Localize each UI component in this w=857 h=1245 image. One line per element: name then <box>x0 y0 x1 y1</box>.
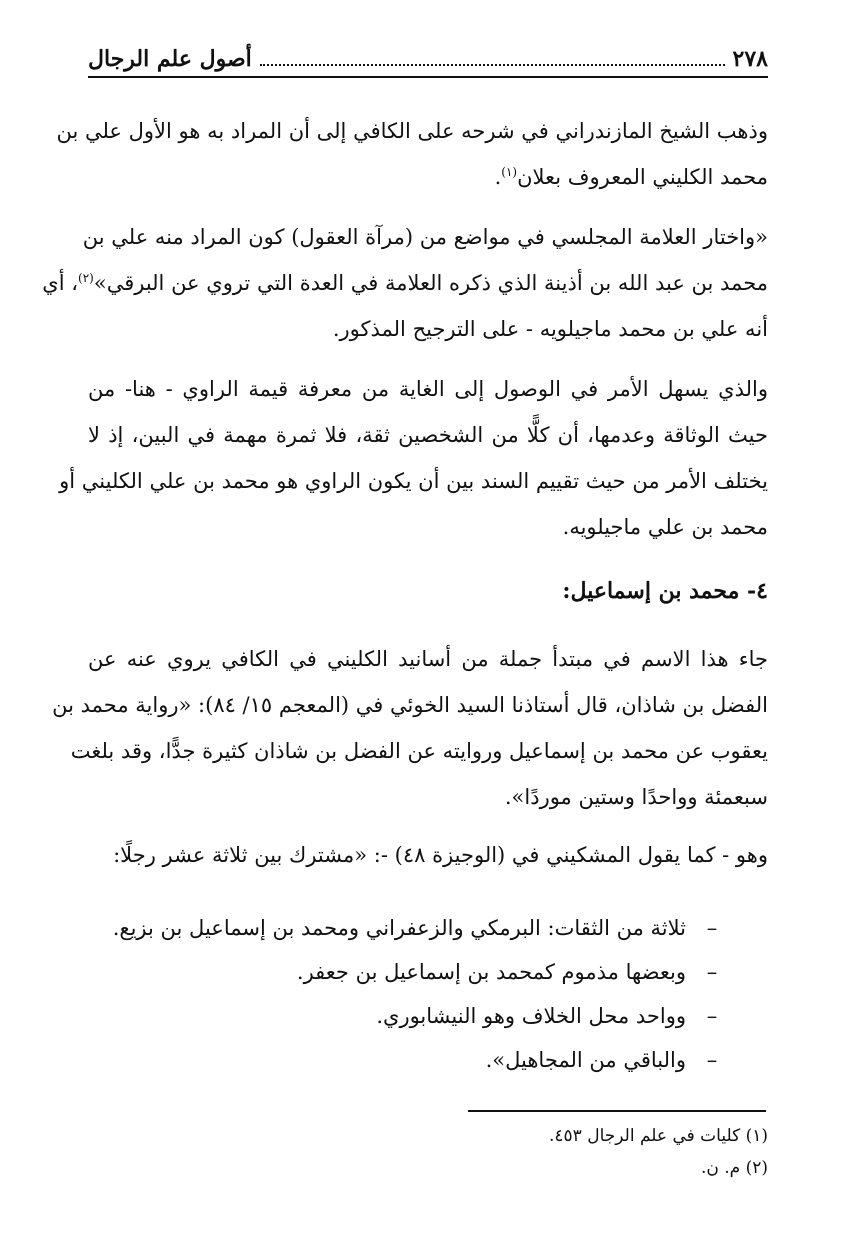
footnote-1: (١) كليات في علم الرجال ٤٥٣. <box>549 1126 768 1146</box>
dash-icon: – <box>706 1048 718 1072</box>
paragraph-line: محمد بن عبد الله بن أذينة الذي ذكره العلامة في العدة التي تروي عن البرقي»$^{(٢)}$، أي <box>42 271 768 295</box>
running-title: أصول علم الرجال <box>88 46 252 72</box>
paragraph-line: «واختار العلامة المجلسي في مواضع من (مرآة العقول) كون المراد منه علي بن <box>82 225 768 249</box>
list-item-text: وواحد محل الخلاف وهو النيشابوري. <box>376 1004 686 1028</box>
list-item-text: وبعضها مذموم كمحمد بن إسماعيل بن جعفر. <box>296 960 686 984</box>
list-item-text: ثلاثة من الثقات: البرمكي والزعفراني ومحمد بن إسماعيل بن بزيع. <box>112 916 686 940</box>
paragraph-line: والذي يسهل الأمر في الوصول إلى الغاية من معرفة قيمة الراوي - هنا- من <box>88 377 768 401</box>
list-item <box>88 994 768 1038</box>
paragraph-5 <box>88 832 768 878</box>
dash-icon: – <box>706 916 718 940</box>
footnote-ref-2[interactable]: (٢) <box>78 271 94 285</box>
bullet-list <box>88 906 768 1082</box>
dash-icon: – <box>706 1004 718 1028</box>
list-item <box>88 1038 768 1082</box>
paragraph-line: محمد بن علي ماجيلويه. <box>562 515 768 539</box>
list-item-text: والباقي من المجاهيل». <box>485 1048 686 1072</box>
paragraph-line: وذهب الشيخ المازندراني في شرحه على الكافي إلى أن المراد به هو الأول علي بن <box>56 119 768 143</box>
list-item <box>88 950 768 994</box>
paragraph-line: محمد الكليني المعروف بعلان$^{(١)}$. <box>494 165 768 189</box>
paragraph-4 <box>52 636 768 820</box>
running-header <box>88 40 768 78</box>
page-number: ٢٧٨ <box>732 46 768 72</box>
header-dot-leader <box>260 64 725 66</box>
section-heading: ٤- محمد بن إسماعيل: <box>562 578 768 604</box>
paragraph-line: جاء هذا الاسم في مبتدأ جملة من أسانيد الكليني في الكافي يروي عنه عن <box>88 647 768 671</box>
paragraph-3 <box>59 366 768 550</box>
footnote-ref-1[interactable]: (١) <box>501 165 518 179</box>
paragraph-line: وهو - كما يقول المشكيني في (الوجيزة ٤٨) -: «مشترك بين ثلاثة عشر رجلًا: <box>113 843 768 867</box>
paragraph-1 <box>56 108 768 200</box>
paragraph-2 <box>42 214 768 352</box>
footnote-separator <box>468 1110 766 1112</box>
paragraph-line: حيث الوثاقة وعدمها، أن كلًّا من الشخصين ثقة، فلا ثمرة مهمة في البين، إذ لا <box>88 423 768 447</box>
footnotes <box>88 1120 768 1184</box>
paragraph-line: الفضل بن شاذان، قال أستاذنا السيد الخوئي في (المعجم ١٥/ ٨٤): «رواية محمد بن <box>52 693 768 717</box>
paragraph-line: أنه علي بن محمد ماجيلويه - على الترجيح المذكور. <box>332 317 768 341</box>
footnote-2: (٢) م. ن. <box>700 1158 768 1178</box>
paragraph-line: سبعمئة وواحدًا وستين موردًا». <box>504 785 768 809</box>
paragraph-line: يعقوب عن محمد بن إسماعيل وروايته عن الفضل بن شاذان كثيرة جدًّا، وقد بلغت <box>70 739 768 763</box>
list-item <box>88 906 768 950</box>
dash-icon: – <box>706 960 718 984</box>
paragraph-line: يختلف الأمر من حيث تقييم السند بين أن يكون الراوي هو محمد بن علي الكليني أو <box>59 469 768 493</box>
